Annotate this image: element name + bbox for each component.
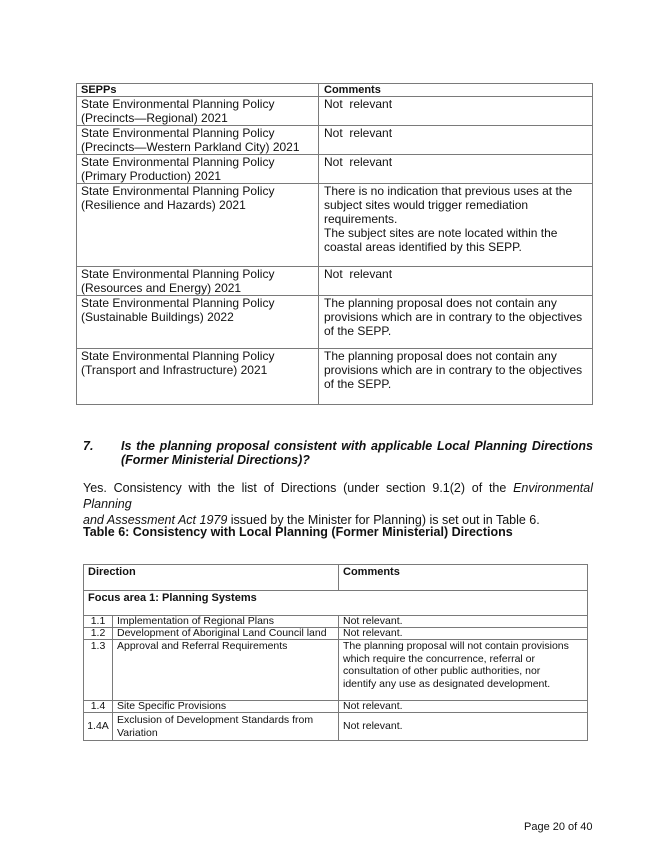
direction-name: Implementation of Regional Plans [113, 616, 339, 628]
comment-cell [319, 184, 593, 267]
comment-line: There is no indication that previous uses at the [324, 184, 573, 198]
policy-line: State Environmental Planning Policy [81, 97, 275, 111]
policy-line: (Resources and Energy) 2021 [81, 281, 242, 295]
table-row [84, 640, 588, 701]
comment-line: The planning proposal does not contain any [324, 296, 557, 310]
direction-line: Exclusion of Development Standards from [117, 714, 314, 726]
directions-table [83, 564, 588, 741]
policy-cell [77, 155, 319, 184]
comment-cell [319, 155, 593, 184]
direction-number: 1.4A [84, 713, 113, 741]
direction-comment: Not relevant. [339, 628, 588, 640]
policy-line: (Precincts—Western Parkland City) 2021 [81, 140, 300, 154]
comment-line: coastal areas identified by this SEPP. [324, 240, 522, 254]
policy-line: State Environmental Planning Policy [81, 184, 275, 198]
comment-cell [319, 97, 593, 126]
direction-number: 1.3 [84, 640, 113, 701]
comment-line: The subject sites are note located within the [324, 226, 558, 240]
table-row [77, 126, 593, 155]
act-name-italic: Environmental Planning [83, 481, 593, 511]
paragraph-text: Yes. Consistency with the list of Directions (under section 9.1(2) of the [83, 481, 514, 495]
paragraph-text: issued by the Minister for Planning) is set out in Table 6. [227, 513, 540, 527]
comment-line: consultation of other public authorities, nor [343, 665, 541, 677]
table-row [77, 184, 593, 267]
sepp-table [76, 83, 593, 405]
table-row [77, 155, 593, 184]
focus-area-row [84, 591, 588, 616]
comment-line: subject sites would trigger remediation [324, 198, 529, 212]
comment-line: The planning proposal does not contain any [324, 349, 557, 363]
direction-comment: Not relevant. [339, 713, 588, 741]
direction-comment: Not relevant. [339, 616, 588, 628]
focus-area-title: Focus area 1: Planning Systems [84, 591, 588, 616]
directions-table-header [84, 565, 588, 591]
comment-cell [319, 126, 593, 155]
header-comments: Comments [339, 565, 588, 591]
table-row [77, 267, 593, 296]
policy-line: (Transport and Infrastructure) 2021 [81, 363, 268, 377]
comment-line: identify any use as designated development. [343, 677, 551, 690]
policy-cell [77, 97, 319, 126]
policy-line: (Primary Production) 2021 [81, 169, 222, 183]
direction-name: Site Specific Provisions [113, 701, 339, 713]
table-row [77, 349, 593, 405]
direction-line: Variation [117, 726, 158, 739]
direction-number: 1.2 [84, 628, 113, 640]
policy-line: State Environmental Planning Policy [81, 126, 275, 140]
question-line-1: Is the planning proposal consistent with applicable Local Planning Directions [121, 439, 593, 453]
comment-line: provisions which are in contrary to the objectives [324, 363, 583, 377]
direction-name: Approval and Referral Requirements [113, 640, 339, 701]
header-direction: Direction [84, 565, 339, 591]
table-row [84, 628, 588, 640]
question-heading [121, 439, 593, 467]
policy-cell [77, 184, 319, 267]
policy-line: (Resilience and Hazards) 2021 [81, 198, 246, 212]
direction-number: 1.4 [84, 701, 113, 713]
table-row [84, 713, 588, 741]
question-line-2: (Former Ministerial Directions)? [121, 453, 310, 467]
policy-line: State Environmental Planning Policy [81, 296, 275, 310]
policy-cell [77, 349, 319, 405]
comment-line: Not relevant [324, 126, 393, 140]
comment-line: The planning proposal will not contain provisions [343, 640, 569, 652]
policy-line: State Environmental Planning Policy [81, 349, 275, 363]
direction-number: 1.1 [84, 616, 113, 628]
comment-line: of the SEPP. [324, 377, 392, 391]
direction-name: Development of Aboriginal Land Council land [113, 628, 339, 640]
comment-line: Not relevant [324, 155, 393, 169]
comment-line: Not relevant [324, 97, 393, 111]
comment-line: which require the concurrence, referral or [343, 652, 536, 665]
policy-line: State Environmental Planning Policy [81, 267, 275, 281]
policy-line: State Environmental Planning Policy [81, 155, 275, 169]
comment-line: requirements. [324, 212, 398, 226]
table-caption: Table 6: Consistency with Local Planning (Former Ministerial) Directions [83, 525, 513, 539]
policy-line: (Precincts—Regional) 2021 [81, 111, 228, 125]
table-row [77, 296, 593, 349]
policy-cell [77, 296, 319, 349]
table-row [84, 701, 588, 713]
policy-cell [77, 267, 319, 296]
table-row [77, 97, 593, 126]
sepp-table-header [77, 84, 593, 97]
comment-line: Not relevant [324, 267, 393, 281]
question-number: 7. [83, 439, 94, 453]
paragraph-line-1 [83, 480, 593, 512]
policy-cell [77, 126, 319, 155]
direction-comment: Not relevant. [339, 701, 588, 713]
comment-cell [319, 267, 593, 296]
table-row [84, 616, 588, 628]
comment-cell [319, 349, 593, 405]
comment-line: provisions which are in contrary to the objectives [324, 310, 583, 324]
page-number: Page 20 of 40 [524, 821, 593, 833]
header-sepps: SEPPs [77, 84, 319, 97]
header-comments: Comments [319, 84, 593, 97]
policy-line: (Sustainable Buildings) 2022 [81, 310, 234, 324]
act-name-italic: and Assessment Act 1979 [83, 513, 228, 527]
direction-comment [339, 640, 588, 701]
comment-cell [319, 296, 593, 349]
direction-name [113, 713, 339, 741]
body-paragraph [83, 480, 593, 528]
comment-line: of the SEPP. [324, 324, 392, 338]
